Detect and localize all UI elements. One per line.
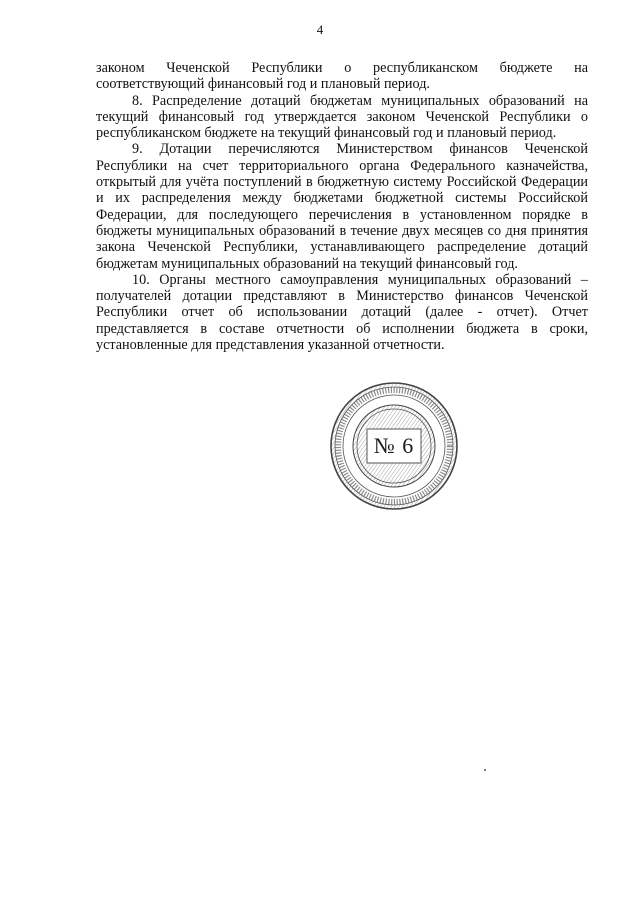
seal-number: № 6 [373,433,415,458]
paragraph-8: 8. Распределение дотаций бюджетам муниципальных образований на текущий финансовый год утверждается законом Чеченской Республики о республиканском бюджете на текущий финансовый год и плановый период. [96,92,588,142]
paragraph-continuation: законом Чеченской Республики о республиканском бюджете на соответствующий финансовый год и плановый период. [96,60,588,93]
document-body [96,60,588,353]
page-number: 4 [316,22,324,37]
paragraph-10: 10. Органы местного самоуправления муниципальных образований – получателей дотации представляют в Министерство финансов Чеченской Республики отчет об использовании дотаций (далее - отчет). Отчет представляется в составе отчетности об исполнении бюджета в сроки, установленные для представления указанной отчетности. [96,271,588,354]
scan-speck [484,769,486,771]
official-seal-stamp [329,381,459,511]
paragraph-9: 9. Дотации перечисляются Министерством финансов Чеченской Республики на счет территориального органа Федерального казначейства, открытый для учёта поступлений в бюджетную систему Российской Федерации и их распределения между бюджетами бюджетной системы Российской Федерации, для последующего перечисления в установленном порядке в бюджеты муниципальных образований в течение двух месяцев со дня принятия закона Чеченской Республики, устанавливающего распределение дотаций бюджетам муниципальных образований на текущий финансовый год. [96,141,588,272]
